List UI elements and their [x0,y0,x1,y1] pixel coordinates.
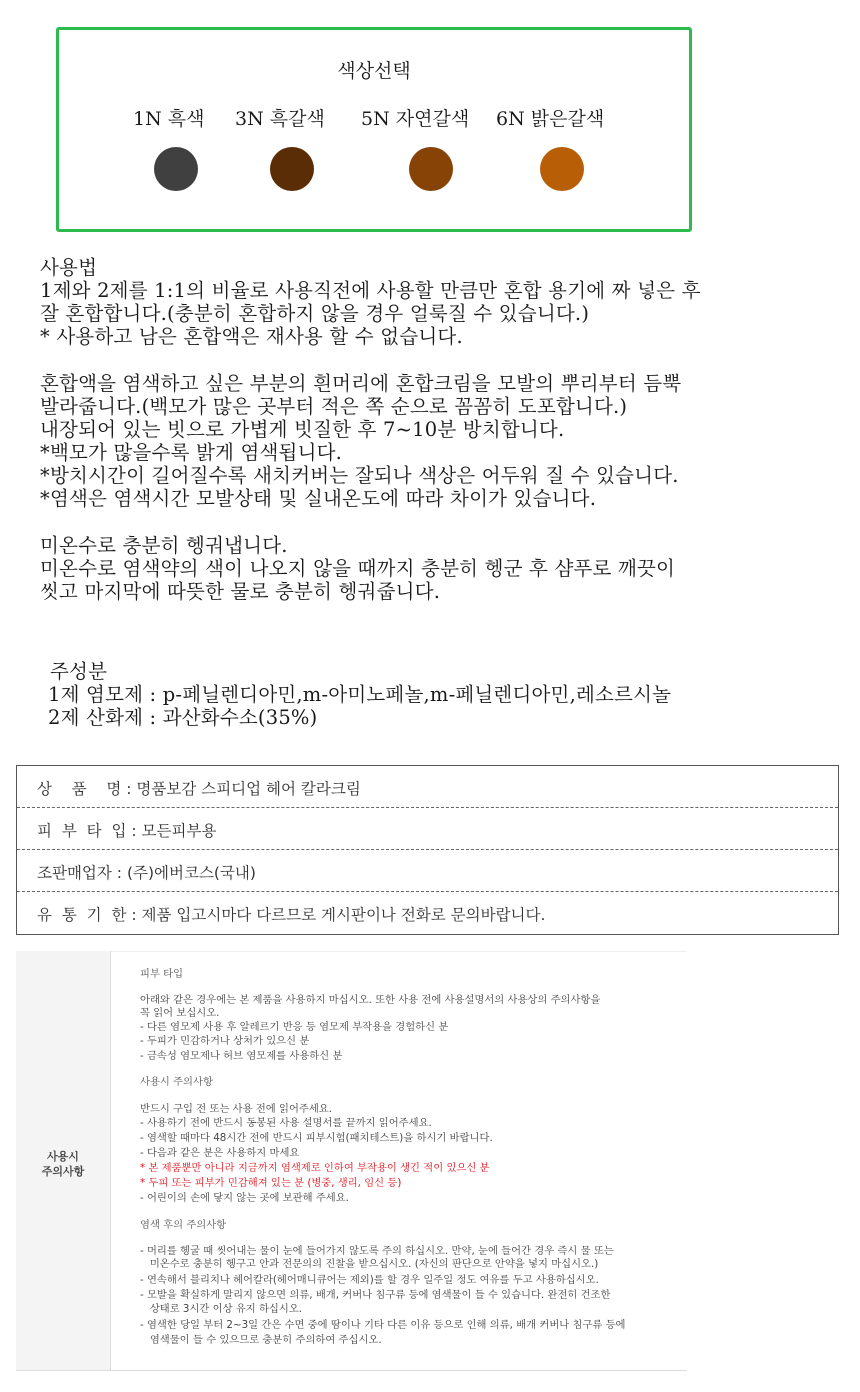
skin-type-heading: 피부 타입 [140,968,184,980]
apply-line: 내장되어 있는 빗으로 가볍게 빗질한 후 7~10분 방치합니다. [40,418,565,441]
ingredients-line: 1제 염모제 : p-페닐렌디아민,m-아미노페놀,m-페닐렌디아민,레소르시놀 [48,683,672,706]
apply-line: *방치시간이 길어질수록 새치커버는 잘되나 색상은 어두워 질 수 있습니다. [40,464,679,487]
color-option-label: 3N 흑갈색 [235,108,325,130]
caution-line: 염색물이 들 수 있으므로 충분히 주의하여 주십시오. [140,1334,382,1346]
spec-row-expiry: 유 통 기 한 : 제품 입고시마다 다르므로 게시판이나 전화로 문의바랍니다. [37,906,546,924]
rinse-line: 씻고 마지막에 따뜻한 물로 충분히 헹궈줍니다. [40,580,441,603]
spec-label: 유 통 기 한 [37,906,127,924]
color-option-label: 1N 흑색 [133,108,205,130]
color-option-label: 6N 밝은갈색 [496,108,605,130]
ingredients-title: 주성분 [50,660,108,683]
spec-label: 상 품 명 [37,780,122,798]
color-swatch-5n[interactable] [409,147,453,191]
after-dye-heading: 염색 후의 주의사항 [140,1219,227,1231]
caution-line: 미온수로 충분히 헹구고 안과 전문의의 진찰을 받으십시오. (자신의 판단으로 안약을 넣지 마십시오.) [140,1258,599,1270]
caution-line: - 금속성 염모제나 허브 염모제를 사용하신 분 [140,1050,343,1062]
color-option-label: 5N 자연갈색 [361,108,470,130]
caution-line: - 어린이의 손에 닿지 않는 곳에 보관해 주세요. [140,1192,349,1204]
caution-line: 꼭 읽어 보십시오. [140,1007,220,1019]
caution-line: - 다른 염모제 사용 후 알레르기 반응 등 염모제 부작용을 경험하신 분 [140,1021,449,1033]
color-swatch-3n[interactable] [270,147,314,191]
usage-line: 1제와 2제를 1:1의 비율로 사용직전에 사용할 만큼만 혼합 용기에 짜 넣은 후 [40,279,701,302]
caution-warning-line: * 두피 또는 피부가 민감해져 있는 분 (병중, 생리, 임신 등) [140,1177,402,1189]
apply-line: 발라줍니다.(백모가 많은 곳부터 적은 쪽 순으로 꼼꼼히 도포합니다.) [40,395,628,418]
caution-line: - 염색한 당일 부터 2~3일 간은 수면 중에 땀이나 기타 다른 이유 등으로 인해 의류, 배개 커버나 침구류 등에 [140,1319,626,1331]
caution-line: - 사용하기 전에 반드시 동봉된 사용 설명서를 끝까지 읽어주세요. [140,1117,432,1129]
caution-line: - 모발을 확실하게 말리지 않으면 의류, 배개, 커버나 침구류 등에 염색물이 들 수 있습니다. 완전히 건조한 [140,1289,611,1301]
rinse-line: 미온수로 충분히 헹궈냅니다. [40,534,288,557]
caution-side-label: 사용시 주의사항 [41,1150,85,1178]
spec-value: 명품보감 스피디업 헤어 칼라크림 [136,780,361,798]
usage-line: 잘 혼합합니다.(충분히 혼합하지 않을 경우 얼룩질 수 있습니다.) [40,302,590,325]
caution-line: - 두피가 민감하거나 상처가 있으신 분 [140,1035,310,1047]
spec-value: (주)에버코스(국내) [126,864,256,882]
spec-label: 조판매업자 [37,864,112,882]
color-select-title: 색상선택 [337,60,411,82]
caution-line: - 다음과 같은 분은 사용하지 마세요 [140,1147,300,1159]
caution-section [16,951,687,1371]
caution-line: - 머리를 헹굴 때 씻어내는 물이 눈에 들어가지 않도록 주의 하십시오. 만약, 눈에 들어간 경우 즉시 물 또는 [140,1245,614,1257]
use-caution-heading: 사용시 주의사항 [140,1076,213,1088]
divider [16,1370,687,1371]
caution-line: - 연속해서 블리치나 헤어칼라(헤어매니큐어는 제외)를 할 경우 일주일 정도 여유를 두고 사용하십시오. [140,1274,599,1286]
usage-title: 사용법 [40,256,98,279]
product-spec-table [16,765,839,935]
spec-row-product-name: 상 품 명 : 명품보감 스피디업 헤어 칼라크림 [17,766,838,808]
ingredients-line: 2제 산화제 : 과산화수소(35%) [48,706,318,729]
caution-line: 상태로 3시간 이상 유지 하십시오. [140,1303,303,1315]
caution-warning-line: * 본 제품뿐만 아니라 지금까지 염색제로 인하여 부작용이 생긴 적이 있으신 분 [140,1162,490,1174]
caution-side-panel [16,951,111,1371]
caution-line: 반드시 구입 전 또는 사용 전에 읽어주세요. [140,1103,333,1115]
caution-line: 아래와 같은 경우에는 본 제품을 사용하지 마십시오. 또한 사용 전에 사용설명서의 사용상의 주의사항을 [140,994,601,1006]
color-select-panel [56,27,692,232]
spec-value: 제품 입고시마다 다르므로 게시판이나 전화로 문의바랍니다. [141,906,546,924]
apply-line: 혼합액을 염색하고 싶은 부분의 흰머리에 혼합크림을 모발의 뿌리부터 듬뿍 [40,372,682,395]
divider [16,951,687,952]
spec-row-manufacturer: 조판매업자 : (주)에버코스(국내) [17,850,838,892]
spec-value: 모든피부용 [141,822,217,840]
rinse-line: 미온수로 염색약의 색이 나오지 않을 때까지 충분히 헹군 후 샴푸로 깨끗이 [40,557,676,580]
color-swatch-6n[interactable] [540,147,584,191]
color-swatch-1n[interactable] [154,147,198,191]
apply-line: *염색은 염색시간 모발상태 및 실내온도에 따라 차이가 있습니다. [40,487,597,510]
spec-row-skin-type: 피 부 타 입 : 모든피부용 [17,808,838,850]
usage-line: * 사용하고 남은 혼합액은 재사용 할 수 없습니다. [40,325,463,348]
apply-line: *백모가 많을수록 밝게 염색됩니다. [40,441,343,464]
caution-line: - 염색할 때마다 48시간 전에 반드시 피부시험(패치테스트)을 하시기 바랍니다. [140,1132,493,1144]
spec-label: 피 부 타 입 [37,822,127,840]
